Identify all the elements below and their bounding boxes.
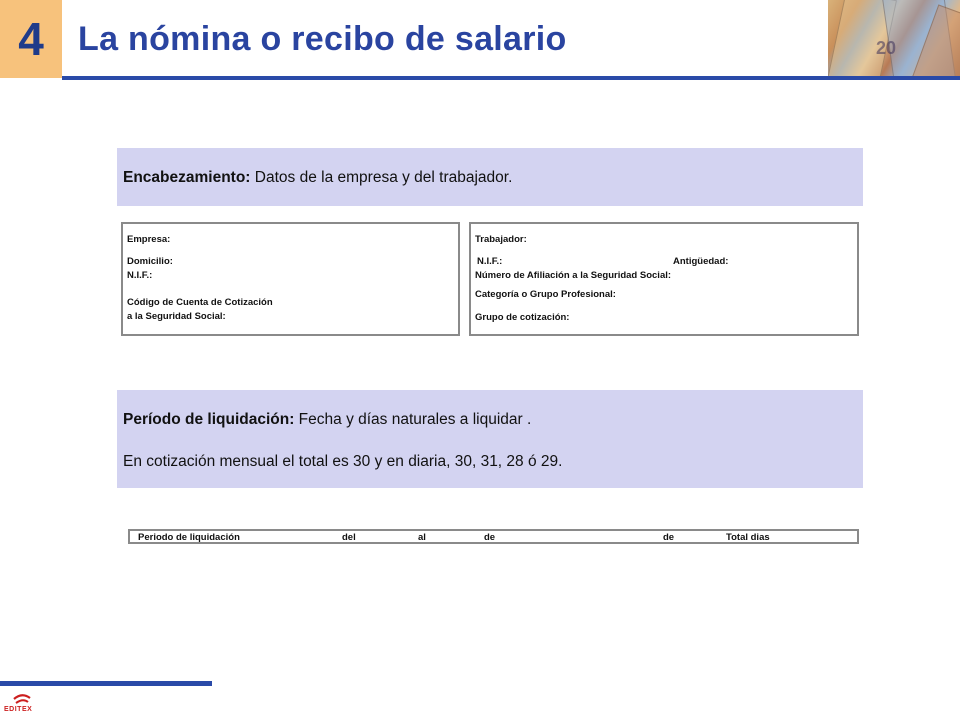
header-section-panel xyxy=(117,148,863,206)
total-dias-label: Total dias xyxy=(726,532,770,543)
footer-rule xyxy=(0,681,212,686)
domicilio-label: Domicilio: xyxy=(127,256,173,267)
header-section-description: Datos de la empresa y del trabajador. xyxy=(250,169,513,186)
chapter-badge xyxy=(0,0,62,78)
periodo-label: Periodo de liquidación xyxy=(138,532,240,543)
al-label: al xyxy=(418,532,426,543)
banknotes-image xyxy=(828,0,960,76)
title-underline xyxy=(62,76,960,80)
period-section-label: Período de liquidación: xyxy=(123,411,295,428)
company-nif-label: N.I.F.: xyxy=(127,270,153,281)
period-form xyxy=(128,529,859,544)
chapter-number: 4 xyxy=(18,13,44,65)
afiliacion-label: Número de Afiliación a la Seguridad Social: xyxy=(475,270,672,281)
de-label-2: de xyxy=(663,532,675,543)
empresa-label: Empresa: xyxy=(127,234,171,245)
antiguedad-label: Antigüedad: xyxy=(673,256,729,267)
worker-nif-label: N.I.F.: xyxy=(477,256,503,267)
period-section-panel xyxy=(117,390,863,488)
seguridad-social-label: a la Seguridad Social: xyxy=(127,311,226,322)
header-section-label: Encabezamiento: xyxy=(123,169,251,186)
categoria-label: Categoría o Grupo Profesional: xyxy=(475,289,616,300)
trabajador-label: Trabajador: xyxy=(475,234,527,245)
period-section-note: En cotización mensual el total es 30 y en diaria, 30, 31, 28 ó 29. xyxy=(123,453,563,470)
de-label-1: de xyxy=(484,532,496,543)
banknote-value: 20 xyxy=(876,38,897,58)
editex-logo-text: EDITEX xyxy=(4,706,33,713)
header-section-text xyxy=(123,169,512,187)
company-form xyxy=(121,222,460,336)
del-label: del xyxy=(342,532,356,543)
period-section-text xyxy=(123,411,531,429)
codigo-cuenta-label: Código de Cuenta de Cotización xyxy=(127,297,273,308)
page-title: La nómina o recibo de salario xyxy=(78,20,567,58)
worker-form xyxy=(469,222,859,336)
grupo-cotizacion-label: Grupo de cotización: xyxy=(475,312,570,323)
period-section-description: Fecha y días naturales a liquidar . xyxy=(294,411,532,428)
